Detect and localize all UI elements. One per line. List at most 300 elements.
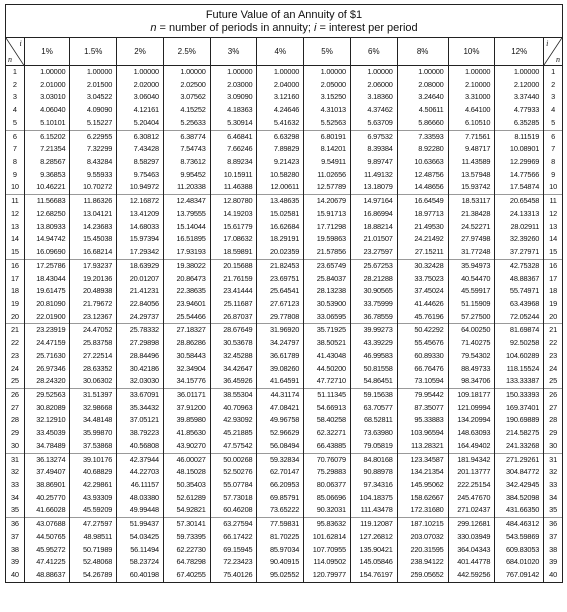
period-label-left: 18 [6, 285, 25, 298]
value-cell: 118.15524 [495, 363, 544, 376]
value-cell: 48.03380 [117, 492, 164, 505]
period-label-right: 12 [544, 208, 563, 221]
period-label-left: 9 [6, 169, 25, 182]
value-cell: 9.21423 [257, 156, 304, 169]
value-cell: 12.68250 [24, 208, 70, 221]
period-label-right: 21 [544, 324, 563, 337]
subtitle-text-2: = interest per period [316, 22, 418, 34]
rate-header: 1% [24, 38, 70, 66]
value-cell: 63.27594 [210, 518, 257, 531]
value-cell: 2.10000 [448, 79, 495, 92]
value-cell: 69.85791 [257, 492, 304, 505]
subtitle-n-symbol: n [150, 22, 157, 34]
value-cell: 134.21354 [397, 466, 448, 479]
value-cell: 16.86994 [350, 208, 397, 221]
value-cell: 158.62667 [397, 492, 448, 505]
value-cell: 72.05244 [495, 311, 544, 324]
value-cell: 58.23724 [117, 556, 164, 569]
period-label-right: 9 [544, 169, 563, 182]
value-cell: 30.53678 [210, 337, 257, 350]
period-label-right: 24 [544, 363, 563, 376]
value-cell: 28.02911 [495, 221, 544, 234]
value-cell: 62.32271 [304, 427, 351, 440]
period-label-left: 7 [6, 143, 25, 156]
period-label-right: 10 [544, 181, 563, 194]
value-cell: 3.03010 [24, 91, 70, 104]
period-label-left: 15 [6, 246, 25, 259]
value-cell: 75.40126 [210, 569, 257, 582]
value-cell: 37.27971 [495, 246, 544, 259]
value-cell: 12.29969 [495, 156, 544, 169]
value-cell: 109.18177 [448, 388, 495, 401]
value-cell: 222.25154 [448, 479, 495, 492]
value-cell: 7.32299 [70, 143, 117, 156]
value-cell: 2.05000 [304, 79, 351, 92]
value-cell: 27.22514 [70, 350, 117, 363]
value-cell: 214.58275 [495, 427, 544, 440]
value-cell: 98.34706 [448, 375, 495, 388]
value-cell: 68.52811 [350, 414, 397, 427]
period-label-left: 34 [6, 492, 25, 505]
table-row [6, 479, 563, 492]
rate-header: 8% [397, 38, 448, 66]
value-cell: 5.30914 [210, 117, 257, 130]
value-cell: 36.45926 [210, 375, 257, 388]
value-cell: 3.37440 [495, 91, 544, 104]
table-row [6, 117, 563, 130]
value-cell: 34.78489 [24, 440, 70, 453]
value-cell: 13.41209 [117, 208, 164, 221]
corner-left-i: i [19, 39, 22, 48]
period-label-right: 19 [544, 298, 563, 311]
value-cell: 4.77933 [495, 104, 544, 117]
period-label-left: 26 [6, 388, 25, 401]
value-cell: 123.34587 [397, 453, 448, 466]
rate-header: 10% [448, 38, 495, 66]
value-cell: 21.38428 [448, 208, 495, 221]
value-cell: 48.98511 [70, 531, 117, 544]
value-cell: 145.95062 [397, 479, 448, 492]
value-cell: 25.11687 [210, 298, 257, 311]
value-cell: 9.55933 [70, 169, 117, 182]
value-cell: 148.63093 [448, 427, 495, 440]
value-cell: 11.46388 [210, 181, 257, 194]
value-cell: 54.86451 [350, 375, 397, 388]
value-cell: 59.15638 [350, 388, 397, 401]
table-row [6, 285, 563, 298]
value-cell: 52.50276 [210, 466, 257, 479]
value-cell: 220.31595 [397, 544, 448, 557]
value-cell: 28.21288 [350, 273, 397, 286]
value-cell: 25.64541 [257, 285, 304, 298]
value-cell: 201.13777 [448, 466, 495, 479]
value-cell: 33.67091 [117, 388, 164, 401]
value-cell: 10.46221 [24, 181, 70, 194]
period-label-left: 12 [6, 208, 25, 221]
value-cell: 38.50521 [304, 337, 351, 350]
value-cell: 103.96594 [397, 427, 448, 440]
value-cell: 42.93092 [210, 414, 257, 427]
value-cell: 15.61779 [210, 221, 257, 234]
value-cell: 23.23919 [24, 324, 70, 337]
value-cell: 32.45288 [210, 350, 257, 363]
value-cell: 73.10594 [397, 375, 448, 388]
value-cell: 27.67123 [257, 298, 304, 311]
value-cell: 35.94973 [448, 259, 495, 272]
value-cell: 9.95452 [163, 169, 210, 182]
value-cell: 19.59863 [304, 233, 351, 246]
value-cell: 145.05846 [350, 556, 397, 569]
value-cell: 30.82089 [24, 402, 70, 415]
value-cell: 50.71989 [70, 544, 117, 557]
value-cell: 32.03030 [117, 375, 164, 388]
table-row [6, 195, 563, 208]
value-cell: 92.50258 [495, 337, 544, 350]
value-cell: 73.63980 [350, 427, 397, 440]
table-body [6, 66, 563, 583]
value-cell: 85.97034 [257, 544, 304, 557]
value-cell: 3.31000 [448, 91, 495, 104]
value-cell: 63.43968 [495, 298, 544, 311]
value-cell: 484.46312 [495, 518, 544, 531]
period-label-right: 27 [544, 402, 563, 415]
value-cell: 27.29898 [117, 337, 164, 350]
value-cell: 25.83758 [70, 337, 117, 350]
value-cell: 44.50200 [304, 363, 351, 376]
value-cell: 37.49407 [24, 466, 70, 479]
value-cell: 13.04121 [70, 208, 117, 221]
value-cell: 5.86660 [397, 117, 448, 130]
period-label-left: 4 [6, 104, 25, 117]
value-cell: 9.48717 [448, 143, 495, 156]
value-cell: 35.34432 [117, 402, 164, 415]
value-cell: 7.43428 [117, 143, 164, 156]
value-cell: 7.71561 [448, 130, 495, 143]
value-cell: 2.02000 [117, 79, 164, 92]
value-cell: 55.07784 [210, 479, 257, 492]
value-cell: 8.73612 [163, 156, 210, 169]
value-cell: 31.96920 [257, 324, 304, 337]
value-cell: 18.97713 [397, 208, 448, 221]
value-cell: 66.17422 [210, 531, 257, 544]
period-label-right: 20 [544, 311, 563, 324]
value-cell: 4.09090 [70, 104, 117, 117]
value-cell: 47.41225 [24, 556, 70, 569]
value-cell: 60.46208 [210, 504, 257, 517]
value-cell: 25.54466 [163, 311, 210, 324]
value-cell: 21.49530 [397, 221, 448, 234]
value-cell: 88.49733 [448, 363, 495, 376]
value-cell: 36.78559 [350, 311, 397, 324]
value-cell: 52.48068 [70, 556, 117, 569]
value-cell: 84.80168 [350, 453, 397, 466]
value-cell: 45.21885 [210, 427, 257, 440]
period-label-right: 4 [544, 104, 563, 117]
table-row [6, 375, 563, 388]
value-cell: 43.90270 [163, 440, 210, 453]
rate-header: 5% [304, 38, 351, 66]
value-cell: 5.15227 [70, 117, 117, 130]
period-label-left: 20 [6, 311, 25, 324]
period-label-right: 14 [544, 233, 563, 246]
value-cell: 7.21354 [24, 143, 70, 156]
period-label-left: 23 [6, 350, 25, 363]
value-cell: 5.52563 [304, 117, 351, 130]
value-cell: 47.72710 [304, 375, 351, 388]
value-cell: 55.45676 [397, 337, 448, 350]
value-cell: 43.93309 [70, 492, 117, 505]
value-cell: 24.47052 [70, 324, 117, 337]
value-cell: 19.38022 [163, 259, 210, 272]
value-cell: 36.61789 [257, 350, 304, 363]
value-cell: 26.97346 [24, 363, 70, 376]
value-cell: 97.34316 [350, 479, 397, 492]
value-cell: 7.66246 [210, 143, 257, 156]
value-cell: 30.32428 [397, 259, 448, 272]
value-cell: 11.86326 [70, 195, 117, 208]
value-cell: 54.26789 [70, 569, 117, 582]
value-cell: 609.83053 [495, 544, 544, 557]
value-cell: 17.93193 [163, 246, 210, 259]
value-cell: 15.14044 [163, 221, 210, 234]
table-row [6, 466, 563, 479]
value-cell: 87.35077 [397, 402, 448, 415]
value-cell: 15.97394 [117, 233, 164, 246]
value-cell: 36.01171 [163, 388, 210, 401]
period-label-right: 35 [544, 504, 563, 517]
value-cell: 45.95272 [24, 544, 70, 557]
value-cell: 60.89330 [397, 350, 448, 363]
value-cell: 6.22955 [70, 130, 117, 143]
period-label-right: 8 [544, 156, 563, 169]
value-cell: 9.54911 [304, 156, 351, 169]
period-label-right: 18 [544, 285, 563, 298]
value-cell: 3.18360 [350, 91, 397, 104]
table-row [6, 363, 563, 376]
table-row [6, 233, 563, 246]
corner-left-n: n [8, 55, 12, 64]
table-row [6, 544, 563, 557]
period-label-right: 16 [544, 259, 563, 272]
value-cell: 18.63929 [117, 259, 164, 272]
period-label-left: 21 [6, 324, 25, 337]
value-cell: 18.59891 [210, 246, 257, 259]
value-cell: 38.79223 [117, 427, 164, 440]
value-cell: 31.51397 [70, 388, 117, 401]
value-cell: 35.99870 [70, 427, 117, 440]
value-cell: 57.73018 [210, 492, 257, 505]
value-cell: 50.00268 [210, 453, 257, 466]
value-cell: 27.97498 [448, 233, 495, 246]
period-label-left: 35 [6, 504, 25, 517]
value-cell: 4.06040 [24, 104, 70, 117]
value-cell: 172.31680 [397, 504, 448, 517]
value-cell: 17.71298 [304, 221, 351, 234]
value-cell: 24.47159 [24, 337, 70, 350]
value-cell: 69.15945 [210, 544, 257, 557]
value-cell: 46.99583 [350, 350, 397, 363]
value-cell: 28.84496 [117, 350, 164, 363]
value-cell: 1.00000 [257, 66, 304, 79]
value-cell: 22.38635 [163, 285, 210, 298]
value-cell: 95.33883 [397, 414, 448, 427]
value-cell: 37.53868 [70, 440, 117, 453]
value-cell: 56.11494 [117, 544, 164, 557]
table-row [6, 246, 563, 259]
value-cell: 26.87037 [210, 311, 257, 324]
value-cell: 34.15776 [163, 375, 210, 388]
value-cell: 259.05652 [397, 569, 448, 582]
value-cell: 14.19203 [210, 208, 257, 221]
value-cell: 16.68214 [70, 246, 117, 259]
value-cell: 7.54743 [163, 143, 210, 156]
period-label-left: 39 [6, 556, 25, 569]
value-cell: 4.50611 [397, 104, 448, 117]
value-cell: 684.01020 [495, 556, 544, 569]
value-cell: 190.69889 [495, 414, 544, 427]
value-cell: 20.48938 [70, 285, 117, 298]
value-cell: 81.70225 [257, 531, 304, 544]
value-cell: 9.75463 [117, 169, 164, 182]
value-cell: 29.77808 [257, 311, 304, 324]
table-row [6, 311, 563, 324]
value-cell: 66.43885 [304, 440, 351, 453]
value-cell: 7.33593 [397, 130, 448, 143]
value-cell: 271.02437 [448, 504, 495, 517]
period-label-left: 29 [6, 427, 25, 440]
table-row [6, 273, 563, 286]
value-cell: 30.90565 [350, 285, 397, 298]
value-cell: 72.23423 [210, 556, 257, 569]
value-cell: 38.86901 [24, 479, 70, 492]
value-cell: 25.84037 [304, 273, 351, 286]
period-label-left: 36 [6, 518, 25, 531]
table-row [6, 556, 563, 569]
value-cell: 52.61289 [163, 492, 210, 505]
value-cell: 33.75023 [397, 273, 448, 286]
table-row [6, 259, 563, 272]
value-cell: 364.04343 [448, 544, 495, 557]
value-cell: 121.09994 [448, 402, 495, 415]
value-cell: 3.24640 [397, 91, 448, 104]
corner-right-n: n [556, 55, 560, 64]
value-cell: 1.00000 [350, 66, 397, 79]
period-label-left: 27 [6, 402, 25, 415]
value-cell: 10.58280 [257, 169, 304, 182]
value-cell: 12.57789 [304, 181, 351, 194]
value-cell: 2.08000 [397, 79, 448, 92]
value-cell: 8.11519 [495, 130, 544, 143]
value-cell: 20.86473 [163, 273, 210, 286]
value-cell: 4.37462 [350, 104, 397, 117]
value-cell: 5.63709 [350, 117, 397, 130]
value-cell: 8.58297 [117, 156, 164, 169]
period-label-left: 40 [6, 569, 25, 582]
value-cell: 15.45038 [70, 233, 117, 246]
value-cell: 3.15250 [304, 91, 351, 104]
value-cell: 21.76159 [210, 273, 257, 286]
value-cell: 2.01000 [24, 79, 70, 92]
value-cell: 79.05819 [350, 440, 397, 453]
value-cell: 54.92821 [163, 504, 210, 517]
corner-cell-right [544, 38, 563, 66]
value-cell: 18.88214 [350, 221, 397, 234]
value-cell: 6.30812 [117, 130, 164, 143]
table-row [6, 414, 563, 427]
value-cell: 10.15911 [210, 169, 257, 182]
rate-header: 4% [257, 38, 304, 66]
value-cell: 23.69751 [257, 273, 304, 286]
value-cell: 25.67253 [350, 259, 397, 272]
annuity-table [5, 37, 563, 583]
value-cell: 13.57948 [448, 169, 495, 182]
value-cell: 54.03425 [117, 531, 164, 544]
table-row [6, 79, 563, 92]
value-cell: 3.09090 [210, 91, 257, 104]
value-cell: 127.26812 [350, 531, 397, 544]
period-label-left: 16 [6, 259, 25, 272]
value-cell: 1.00000 [495, 66, 544, 79]
value-cell: 19.61475 [24, 285, 70, 298]
value-cell: 43.07688 [24, 518, 70, 531]
value-cell: 13.80933 [24, 221, 70, 234]
value-cell: 6.80191 [304, 130, 351, 143]
period-label-right: 25 [544, 375, 563, 388]
value-cell: 16.62684 [257, 221, 304, 234]
value-cell: 45.59209 [70, 504, 117, 517]
value-cell: 50.42292 [397, 324, 448, 337]
rate-header: 3% [210, 38, 257, 66]
value-cell: 34.48148 [70, 414, 117, 427]
subtitle-i-symbol: i [313, 22, 317, 34]
value-cell: 21.01507 [350, 233, 397, 246]
value-cell: 8.89234 [210, 156, 257, 169]
value-cell: 33.75999 [350, 298, 397, 311]
value-cell: 11.20338 [163, 181, 210, 194]
value-cell: 49.99448 [117, 504, 164, 517]
value-cell: 30.06302 [70, 375, 117, 388]
value-cell: 187.10215 [397, 518, 448, 531]
table-row [6, 350, 563, 363]
value-cell: 150.33393 [495, 388, 544, 401]
value-cell: 41.43048 [304, 350, 351, 363]
value-cell: 28.13238 [304, 285, 351, 298]
value-cell: 37.91200 [163, 402, 210, 415]
value-cell: 48.88367 [495, 273, 544, 286]
table-row [6, 91, 563, 104]
period-label-left: 6 [6, 130, 25, 143]
rate-header: 2% [117, 38, 164, 66]
value-cell: 16.09690 [24, 246, 70, 259]
value-cell: 1.00000 [117, 66, 164, 79]
table-row [6, 169, 563, 182]
table-row [6, 104, 563, 117]
table-row [6, 531, 563, 544]
value-cell: 24.21492 [397, 233, 448, 246]
value-cell: 6.15202 [24, 130, 70, 143]
value-cell: 42.29861 [70, 479, 117, 492]
value-cell: 59.32834 [257, 453, 304, 466]
value-cell: 41.64591 [257, 375, 304, 388]
value-cell: 12.48756 [397, 169, 448, 182]
value-cell: 2.06000 [350, 79, 397, 92]
value-cell: 30.42186 [117, 363, 164, 376]
value-cell: 1.00000 [397, 66, 448, 79]
value-cell: 203.07032 [397, 531, 448, 544]
period-label-left: 8 [6, 156, 25, 169]
value-cell: 57.27500 [448, 311, 495, 324]
value-cell: 14.48656 [397, 181, 448, 194]
